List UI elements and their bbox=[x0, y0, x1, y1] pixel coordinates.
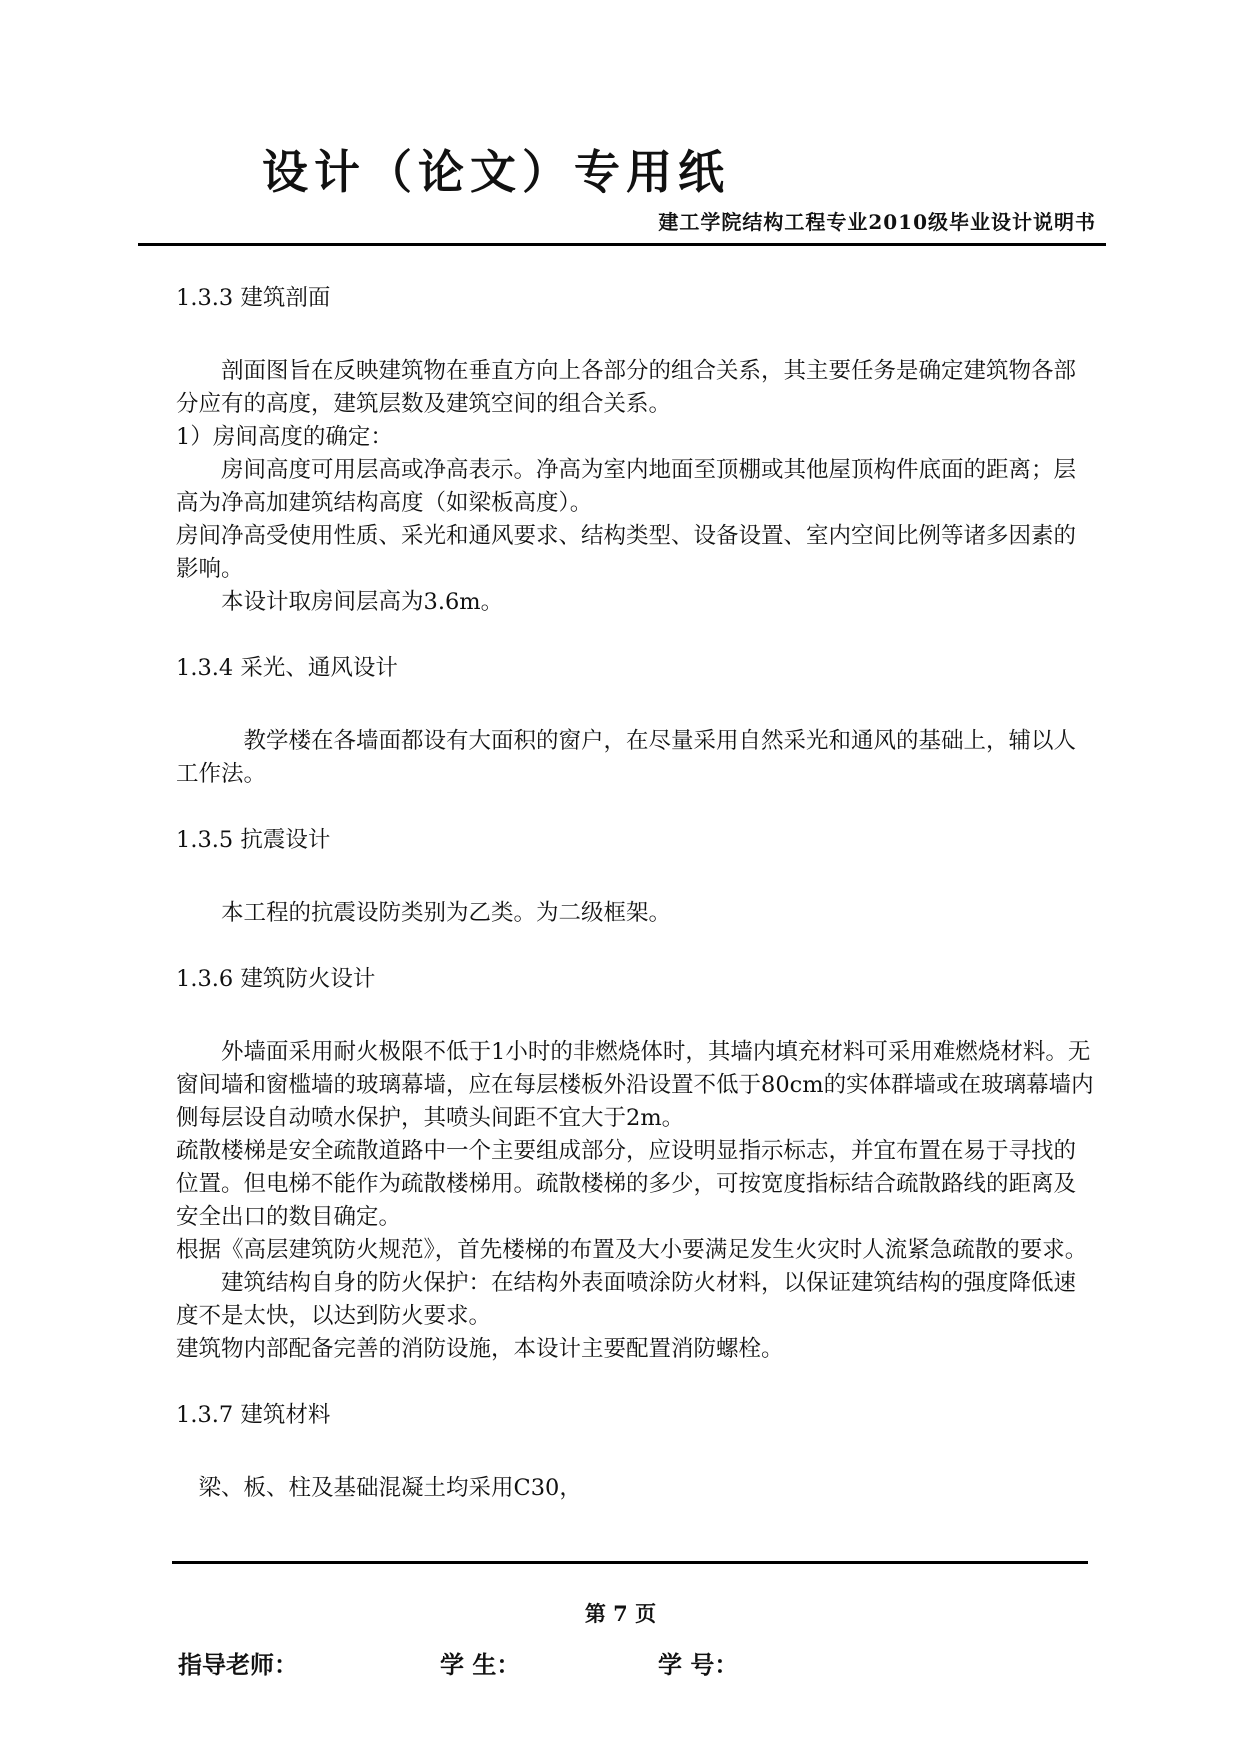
paragraph: 外墙面采用耐火极限不低于1小时的非燃烧体时，其墙内填充材料可采用难燃烧材料。无窗间墙和窗槛墙的玻璃幕墙，应在每层楼板外沿设置不低于80cm的实体群墙或在玻璃幕墙内侧每层设自动喷水保护，其喷头间距不宜大于2m。 bbox=[176, 1039, 1094, 1131]
paragraph: 梁、板、柱及基础混凝土均采用C30， bbox=[198, 1475, 582, 1501]
header-subtitle: 建工学院结构工程专业2010级毕业设计说明书 bbox=[658, 210, 1096, 234]
footer-rule bbox=[172, 1561, 1088, 1564]
section-heading-1-3-6: 1.3.6 建筑防火设计 bbox=[176, 966, 376, 992]
paragraph: 建筑物内部配备完善的消防设施，本设计主要配置消防螺栓。 bbox=[176, 1336, 784, 1362]
page-title: 设计（论文）专用纸 bbox=[262, 145, 730, 199]
paragraph: 建筑结构自身的防火保护：在结构外表面喷涂防火材料，以保证建筑结构的强度降低速度不是太快，以达到防火要求。 bbox=[176, 1270, 1077, 1329]
section-heading-1-3-4: 1.3.4 采光、通风设计 bbox=[176, 655, 398, 681]
section-heading-1-3-7: 1.3.7 建筑材料 bbox=[176, 1402, 331, 1428]
paragraph: 根据《高层建筑防火规范》，首先楼梯的布置及大小要满足发生火灾时人流紧急疏散的要求。 bbox=[176, 1237, 1088, 1263]
paragraph: 本设计取房间层高为3.6m。 bbox=[221, 589, 504, 615]
paragraph: 疏散楼梯是安全疏散道路中一个主要组成部分，应设明显指示标志，并宜布置在易于寻找的位置。但电梯不能作为疏散楼梯用。疏散楼梯的多少，可按宽度指标结合疏散路线的距离及安全出口的数目确定。 bbox=[176, 1138, 1077, 1230]
page-number: 第 7 页 bbox=[584, 1601, 657, 1626]
paragraph: 房间净高受使用性质、采光和通风要求、结构类型、设备设置、室内空间比例等诸多因素的影响。 bbox=[176, 523, 1077, 582]
paragraph: 房间高度可用层高或净高表示。净高为室内地面至顶棚或其他屋顶构件底面的距离；层高为净高加建筑结构高度（如梁板高度）。 bbox=[176, 457, 1077, 516]
advisor-label: 指导老师： bbox=[178, 1650, 298, 1679]
paragraph: 教学楼在各墙面都设有大面积的窗户，在尽量采用自然采光和通风的基础上，辅以人工作法。 bbox=[176, 728, 1077, 787]
section-heading-1-3-5: 1.3.5 抗震设计 bbox=[176, 827, 331, 853]
section-heading-1-3-3: 1.3.3 建筑剖面 bbox=[176, 285, 331, 311]
header-rule bbox=[138, 243, 1106, 246]
document-body bbox=[176, 282, 1096, 1505]
student-label: 学 生： bbox=[440, 1650, 521, 1679]
paragraph: 本工程的抗震设防类别为乙类。为二级框架。 bbox=[221, 900, 672, 926]
student-id-label: 学 号： bbox=[658, 1650, 739, 1679]
paragraph: 剖面图旨在反映建筑物在垂直方向上各部分的组合关系，其主要任务是确定建筑物各部分应有的高度，建筑层数及建筑空间的组合关系。 bbox=[176, 358, 1077, 417]
list-item: 1）房间高度的确定： bbox=[176, 424, 393, 450]
